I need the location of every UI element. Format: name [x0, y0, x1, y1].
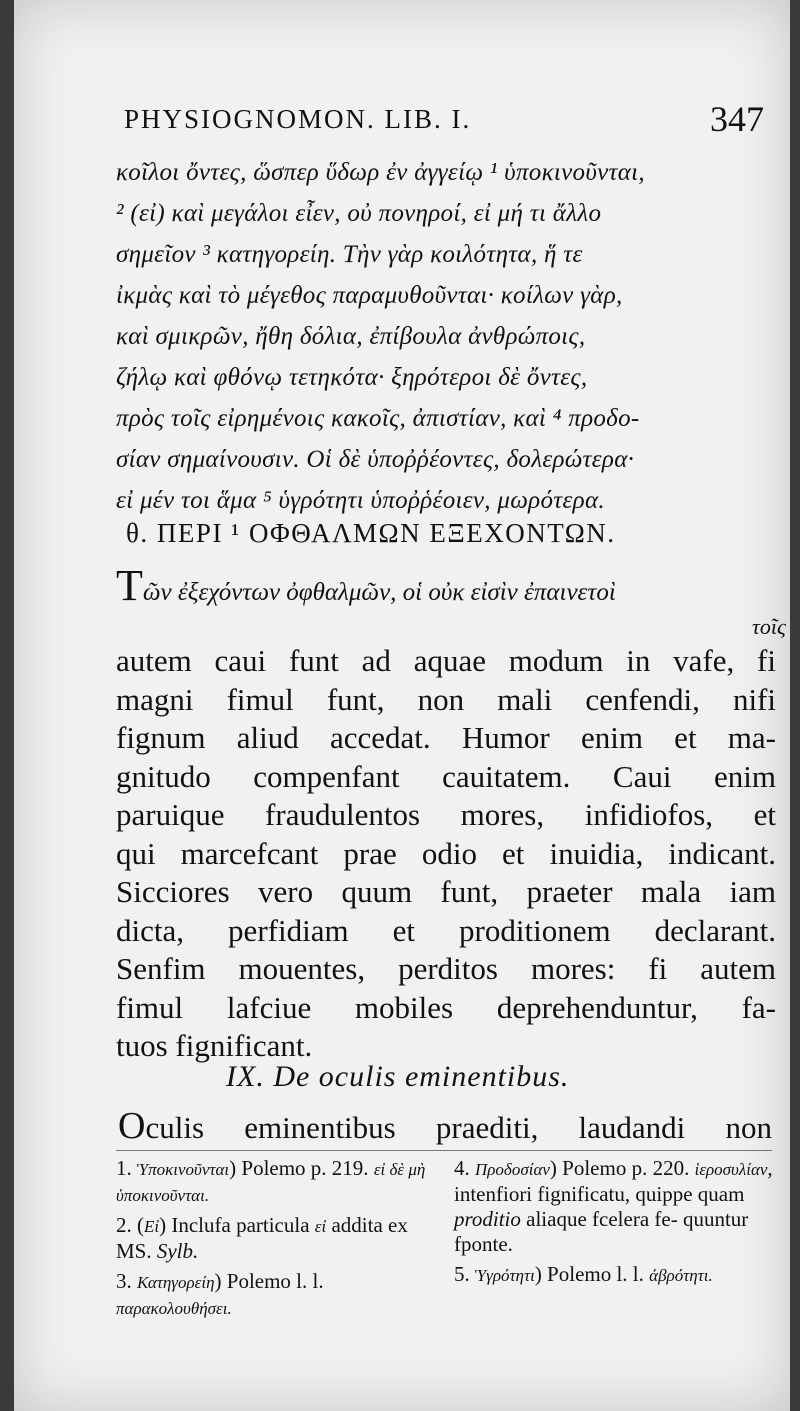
footnote-greek: Ὑποκινοῦνται — [137, 1160, 230, 1179]
footnote-greek: ἀβρότητι. — [649, 1266, 713, 1285]
greek-line: πρὸς τοῖς εἰρημένοις κακοῖς, ἀπιστίαν, καὶ ⁴ προδο- — [116, 405, 640, 432]
greek-line: ζήλῳ καὶ φθόνῳ τετηκότα· ξηρότεροι δὲ ὄντες, — [116, 364, 588, 391]
greek-line: σίαν σημαίνουσιν. Οἱ δὲ ὑποῤῥέοντες, δολερώτερα· — [116, 446, 635, 473]
footnote-text: ) Polemo l. l. — [534, 1262, 650, 1286]
footnote-text: ) Polemo p. 219. — [229, 1156, 374, 1180]
latin-line: dicta, perfidiam et proditionem declarant. — [116, 912, 776, 948]
footnote-text: 5. — [454, 1262, 475, 1286]
footnote-text: 4. — [454, 1156, 475, 1180]
latin-line: autem caui funt ad aquae modum in vafe, fi — [116, 643, 776, 678]
latin-lead-text: culis eminentibus praediti, laudandi non — [145, 1110, 772, 1145]
latin-line: Senfim mouentes, perditos mores: fi autem — [116, 951, 776, 986]
greek-catchword: τοῖς — [752, 614, 786, 639]
footnote-greek: παρακολουθήσει. — [116, 1299, 232, 1318]
greek-lead-text: ῶν ἐξεχόντων ὀφθαλμῶν, οἱ οὐκ εἰσὶν ἐπαινετοὶ — [142, 579, 616, 606]
greek-line: ἰκμὰς καὶ τὸ μέγεθος παραμυθοῦνται· κοίλων γὰρ, — [116, 282, 623, 309]
greek-line: ² (εἰ) καὶ μεγάλοι εἶεν, οὐ πονηροί, εἰ μή τι ἄλλο — [116, 200, 602, 227]
footnote-divider — [116, 1150, 772, 1151]
greek-dropcap: Τ — [116, 561, 143, 610]
latin-line: magni fimul funt, non mali cenfendi, nifi — [116, 681, 776, 717]
latin-dropcap: O — [118, 1105, 146, 1147]
latin-text-block — [116, 642, 776, 1066]
book-page — [14, 0, 790, 1411]
footnote — [454, 1156, 779, 1257]
greek-line: καὶ σμικρῶν, ἤθη δόλια, ἐπίβουλα ἀνθρώποις, — [116, 323, 586, 350]
footnote-text: addita ex MS. — [116, 1213, 408, 1263]
footnote — [116, 1213, 441, 1264]
footnote-text: , intenfiori fignificatu, quippe quam — [454, 1156, 773, 1206]
footnote-greek: εἰ δὲ μὴ ὑποκινοῦνται. — [116, 1160, 426, 1205]
footnote-text: aliaque fcelera fe- quuntur fponte. — [454, 1207, 749, 1256]
footnote-greek: ἱεροσυλίαν — [694, 1160, 768, 1179]
latin-line: qui marcefcant prae odio et inuidia, indicant. — [116, 835, 776, 871]
footnote-greek: Εἰ — [144, 1217, 160, 1236]
page-number: 347 — [710, 99, 764, 139]
footnote — [116, 1156, 441, 1208]
latin-lead-line — [118, 1104, 772, 1148]
footnote-text: 2. ( — [116, 1213, 144, 1237]
greek-lead-line — [116, 560, 776, 611]
page-header — [124, 98, 764, 148]
greek-line: σημεῖον ³ κατηγορείη. Τὴν γὰρ κοιλότητα, ἥ τε — [116, 241, 583, 268]
footnote-italic: proditio — [454, 1207, 521, 1231]
footnote-greek: εἰ — [314, 1217, 327, 1236]
greek-line: κοῖλοι ὄντες, ὥσπερ ὕδωρ ἐν ἀγγείῳ ¹ ὑποκινοῦνται, — [116, 159, 645, 186]
footnote-text: ) Inclufa particula — [159, 1213, 315, 1237]
footnote-italic: Sylb. — [156, 1239, 199, 1263]
footnotes-right-column — [454, 1156, 779, 1293]
footnote-text: 1. — [116, 1156, 137, 1180]
latin-line: tuos fignificant. — [116, 1028, 313, 1063]
footnote — [116, 1269, 441, 1321]
footnote-text: ) Polemo p. 220. — [549, 1156, 695, 1180]
latin-line: fignum aliud accedat. Humor enim et ma- — [116, 720, 776, 755]
greek-line: εἰ μέν τοι ἅμα ⁵ ὑγρότητι ὑποῤῥέοιεν, μωρότερα. — [116, 487, 605, 514]
footnote-text: 3. — [116, 1269, 137, 1293]
footnote-greek: Προδοσίαν — [475, 1160, 550, 1179]
latin-line: gnitudo compenfant cauitatem. Caui enim — [116, 758, 776, 794]
latin-section-heading: IX. De oculis eminentibus. — [226, 1060, 570, 1093]
footnote — [454, 1262, 779, 1288]
footnotes-left-column — [116, 1156, 441, 1326]
greek-section-heading: θ. ΠΕΡΙ ¹ ΟΦΘΑΛΜΩΝ ΕΞΕΧΟΝΤΩΝ. — [126, 518, 616, 548]
footnote-greek: Ὑγρότητι — [475, 1266, 535, 1285]
latin-line: fimul lafciue mobiles deprehenduntur, fa- — [116, 989, 776, 1025]
greek-text-block — [116, 152, 776, 521]
running-title: PHYSIOGNOMON. LIB. I. — [124, 104, 472, 134]
footnote-text: ) Polemo l. l. — [214, 1269, 324, 1293]
footnote-greek: Κατηγορείη — [137, 1273, 215, 1292]
latin-line: Sicciores vero quum funt, praeter mala iam — [116, 874, 776, 909]
latin-line: paruique fraudulentos mores, infidiofos, et — [116, 797, 776, 832]
